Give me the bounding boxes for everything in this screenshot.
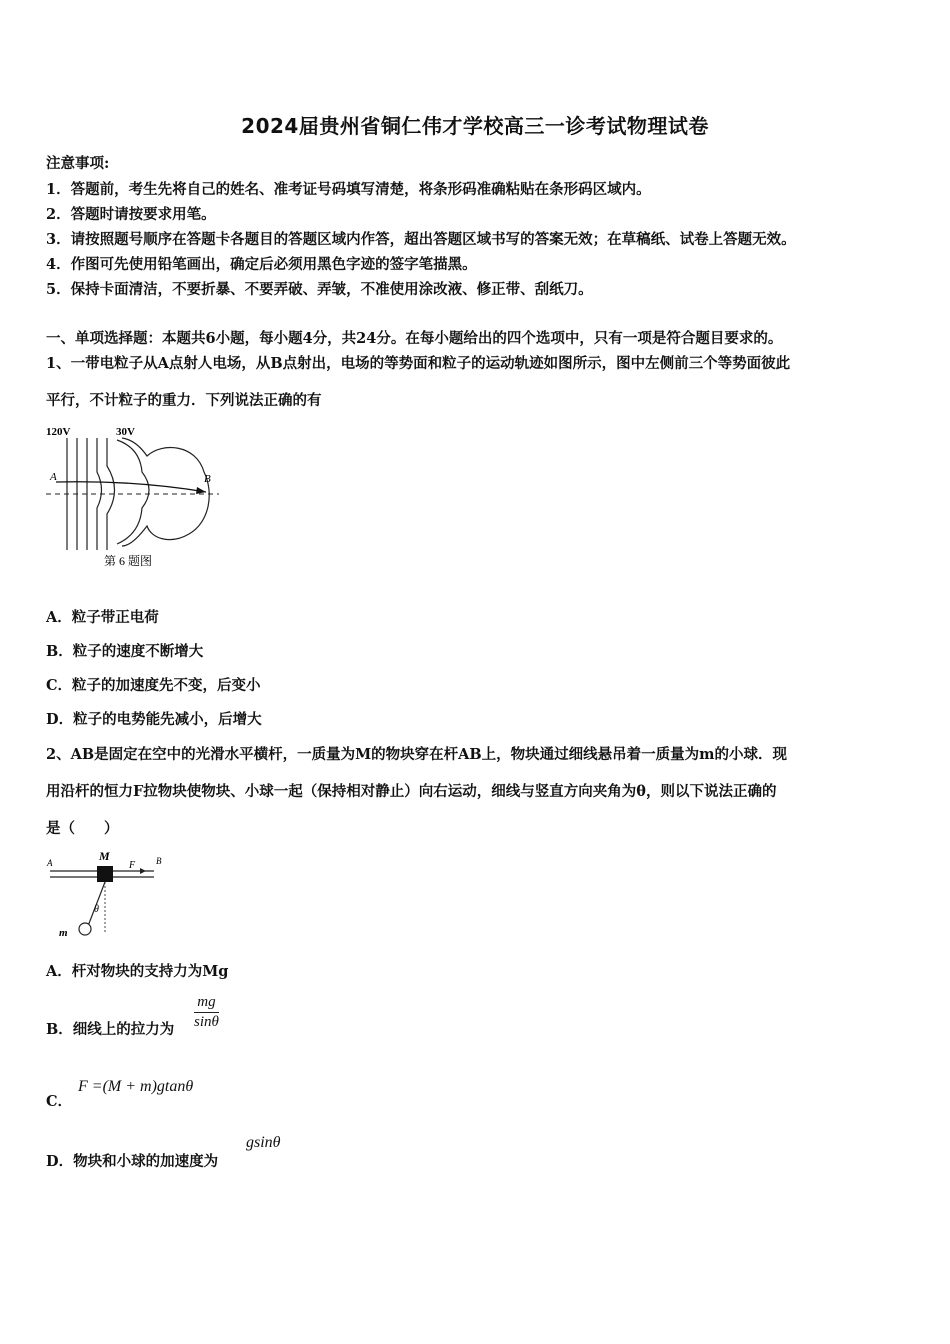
question-2-option-b-text: B．细线上的拉力为 [46, 1021, 175, 1038]
rod-label-a: A [47, 858, 53, 868]
notice-item-3: 3．请按照题号顺序在答题卡各题目的答题区域内作答，超出答题区域书写的答案无效；在草稿纸、试卷上答题无效。 [46, 231, 796, 248]
question-1-option-b: B．粒子的速度不断增大 [46, 643, 204, 660]
block-label-m: M [99, 849, 110, 863]
question-1-stem-line1: 1、一带电粒子从A点射人电场，从B点射出，电场的等势面和粒子的运动轨迹如图所示，图中左侧前三个等势面彼此 [46, 355, 791, 372]
trajectory-arrow [196, 487, 206, 494]
page-title: 2024届贵州省铜仁伟才学校高三一诊考试物理试卷 [241, 114, 709, 138]
option-d-formula: gsinθ [246, 1134, 281, 1151]
section-heading: 一、单项选择题：本题共6小题，每小题4分，共24分。在每小题给出的四个选项中，只有一项是符合题目要求的。 [46, 330, 783, 347]
force-arrowhead [140, 868, 146, 874]
fraction-bar [194, 1012, 219, 1013]
question-1-figure [44, 422, 224, 572]
option-c-formula: F =(M + m)gtanθ [78, 1078, 194, 1095]
ball-label-m: m [59, 927, 68, 939]
option-b-fraction [194, 994, 219, 1031]
block [97, 866, 113, 882]
figure-label-120v: 120V [46, 426, 71, 438]
question-2-stem-line1: 2、AB是固定在空中的光滑水平横杆，一质量为M的物块穿在杆AB上，物块通过细线悬吊着一质量为m的小球．现 [46, 746, 787, 763]
question-2-option-d-text: D．物块和小球的加速度为 [46, 1153, 219, 1170]
option-b-denominator: sinθ [194, 1014, 219, 1030]
question-1-stem-line2: 平行，不计粒子的重力．下列说法正确的有 [46, 392, 322, 409]
option-b-numerator: mg [197, 994, 216, 1010]
notice-item-2: 2．答题时请按要求用笔。 [46, 206, 216, 223]
notice-item-5: 5．保持卡面清洁，不要折暴、不要弄破、弄皱，不准使用涂改液、修正带、刮纸刀。 [46, 281, 593, 298]
notice-item-1: 1．答题前，考生先将自己的姓名、准考证号码填写清楚，将条形码准确粘贴在条形码区域内。 [46, 181, 651, 198]
figure-label-30v: 30V [116, 426, 135, 438]
question-2-option-c-label: C． [46, 1093, 73, 1110]
question-2-option-a: A．杆对物块的支持力为Mg [46, 963, 229, 980]
particle-trajectory [56, 482, 206, 492]
figure-caption: 第 6 题图 [104, 554, 153, 568]
notice-item-4: 4．作图可先使用铅笔画出，确定后必须用黑色字迹的签字笔描黑。 [46, 256, 477, 273]
question-2-stem-line2: 用沿杆的恒力F拉物块使物块、小球一起（保持相对静止）向右运动，细线与竖直方向夹角为θ，则以下说法正确的 [46, 783, 777, 800]
question-1-option-d: D．粒子的电势能先减小，后增大 [46, 711, 262, 728]
question-2-stem-line3: 是（ ） [46, 820, 119, 837]
notice-heading: 注意事项: [46, 155, 110, 172]
question-2-figure [44, 846, 174, 941]
small-ball [79, 923, 91, 935]
question-1-option-c: C．粒子的加速度先不变，后变小 [46, 677, 261, 694]
force-label-f: F [129, 860, 136, 871]
rod-label-b: B [156, 856, 162, 866]
question-1-option-a: A．粒子带正电荷 [46, 609, 159, 626]
figure-label-a: A [50, 471, 57, 483]
angle-label: θ [94, 904, 99, 915]
figure-label-b: B [204, 473, 211, 485]
